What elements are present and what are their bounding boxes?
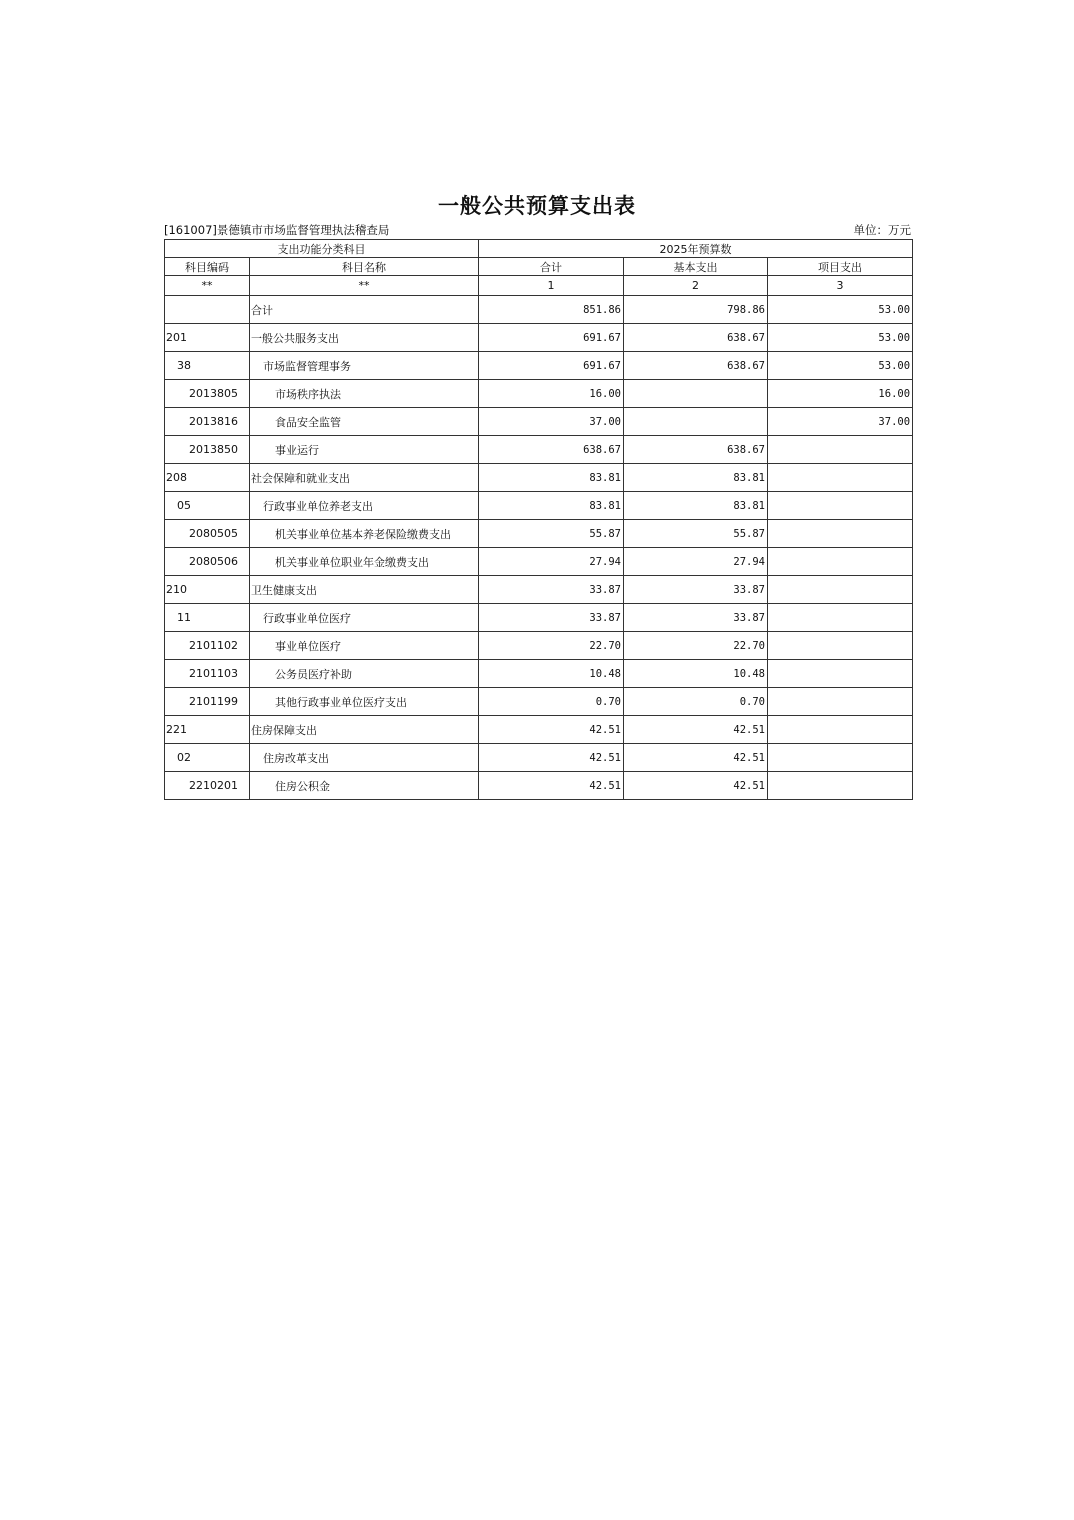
cell-name: 食品安全监管: [250, 408, 479, 436]
table-row: [165, 688, 913, 716]
cell-total: 638.67: [479, 436, 624, 464]
cell-name: 社会保障和就业支出: [250, 464, 479, 492]
cell-project: [768, 716, 913, 744]
index-name: **: [250, 276, 479, 296]
cell-name: 市场监督管理事务: [250, 352, 479, 380]
header-code: 科目编码: [165, 258, 250, 276]
cell-project: [768, 772, 913, 800]
cell-total: 16.00: [479, 380, 624, 408]
cell-project: 53.00: [768, 324, 913, 352]
cell-total: 42.51: [479, 772, 624, 800]
cell-code: 2013850: [165, 436, 250, 464]
cell-project: [768, 744, 913, 772]
table-row: [165, 660, 913, 688]
cell-basic: 42.51: [624, 744, 768, 772]
cell-name: 机关事业单位基本养老保险缴费支出: [250, 520, 479, 548]
cell-project: [768, 688, 913, 716]
cell-code: 2080505: [165, 520, 250, 548]
cell-code: 2013816: [165, 408, 250, 436]
cell-name: 机关事业单位职业年金缴费支出: [250, 548, 479, 576]
cell-code: 221: [165, 716, 250, 744]
unit-label: 单位：万元: [853, 223, 911, 237]
cell-total: 55.87: [479, 520, 624, 548]
cell-basic: 22.70: [624, 632, 768, 660]
table-row: [165, 296, 913, 324]
cell-basic: 83.81: [624, 464, 768, 492]
cell-code: 11: [165, 604, 250, 632]
cell-total: 851.86: [479, 296, 624, 324]
cell-project: [768, 632, 913, 660]
table-row: [165, 548, 913, 576]
header-row-group: [165, 240, 913, 258]
cell-basic: 638.67: [624, 352, 768, 380]
cell-basic: 638.67: [624, 324, 768, 352]
cell-project: 53.00: [768, 352, 913, 380]
cell-total: 22.70: [479, 632, 624, 660]
cell-name: 行政事业单位养老支出: [250, 492, 479, 520]
cell-code: 2210201: [165, 772, 250, 800]
cell-name: 卫生健康支出: [250, 576, 479, 604]
cell-code: 05: [165, 492, 250, 520]
cell-basic: 638.67: [624, 436, 768, 464]
cell-project: [768, 492, 913, 520]
cell-code: 02: [165, 744, 250, 772]
cell-basic: 33.87: [624, 604, 768, 632]
cell-code: 208: [165, 464, 250, 492]
cell-basic: 42.51: [624, 716, 768, 744]
table-row: [165, 352, 913, 380]
cell-basic: 33.87: [624, 576, 768, 604]
table-row: [165, 408, 913, 436]
cell-basic: 10.48: [624, 660, 768, 688]
cell-code: 2101199: [165, 688, 250, 716]
cell-total: 42.51: [479, 716, 624, 744]
cell-name: 住房改革支出: [250, 744, 479, 772]
cell-code: 2101103: [165, 660, 250, 688]
cell-name: 住房保障支出: [250, 716, 479, 744]
cell-name: 行政事业单位医疗: [250, 604, 479, 632]
cell-name: 市场秩序执法: [250, 380, 479, 408]
cell-total: 83.81: [479, 492, 624, 520]
table-row: [165, 604, 913, 632]
cell-name: 事业单位医疗: [250, 632, 479, 660]
cell-project: [768, 548, 913, 576]
cell-total: 0.70: [479, 688, 624, 716]
table-row: [165, 464, 913, 492]
cell-basic: 42.51: [624, 772, 768, 800]
cell-basic: [624, 380, 768, 408]
cell-code: 2013805: [165, 380, 250, 408]
index-code: **: [165, 276, 250, 296]
table-row: [165, 744, 913, 772]
unit-org: [161007]景德镇市市场监督管理执法稽查局: [164, 223, 390, 237]
cell-total: 27.94: [479, 548, 624, 576]
header-project: 项目支出: [768, 258, 913, 276]
cell-total: 42.51: [479, 744, 624, 772]
cell-name: 事业运行: [250, 436, 479, 464]
table-body: [165, 296, 913, 800]
index-total: 1: [479, 276, 624, 296]
cell-code: 210: [165, 576, 250, 604]
cell-project: [768, 520, 913, 548]
cell-basic: 0.70: [624, 688, 768, 716]
header-row-index: [165, 276, 913, 296]
cell-total: 10.48: [479, 660, 624, 688]
cell-basic: [624, 408, 768, 436]
cell-code: 2101102: [165, 632, 250, 660]
cell-project: 37.00: [768, 408, 913, 436]
cell-project: [768, 436, 913, 464]
header-row-columns: [165, 258, 913, 276]
cell-total: 37.00: [479, 408, 624, 436]
table-row: [165, 380, 913, 408]
cell-name: 公务员医疗补助: [250, 660, 479, 688]
cell-code: 2080506: [165, 548, 250, 576]
cell-project: [768, 604, 913, 632]
cell-code: [165, 296, 250, 324]
cell-basic: 83.81: [624, 492, 768, 520]
header-group-left: 支出功能分类科目: [165, 240, 479, 258]
index-basic: 2: [624, 276, 768, 296]
cell-project: 53.00: [768, 296, 913, 324]
table-row: [165, 324, 913, 352]
cell-name: 合计: [250, 296, 479, 324]
table-row: [165, 632, 913, 660]
page-title: 一般公共预算支出表: [438, 193, 636, 218]
header-basic: 基本支出: [624, 258, 768, 276]
cell-project: 16.00: [768, 380, 913, 408]
header-name: 科目名称: [250, 258, 479, 276]
cell-project: [768, 576, 913, 604]
cell-basic: 27.94: [624, 548, 768, 576]
cell-basic: 55.87: [624, 520, 768, 548]
table-row: [165, 520, 913, 548]
table-row: [165, 492, 913, 520]
index-project: 3: [768, 276, 913, 296]
cell-name: 一般公共服务支出: [250, 324, 479, 352]
cell-project: [768, 464, 913, 492]
table-row: [165, 576, 913, 604]
cell-total: 33.87: [479, 604, 624, 632]
cell-code: 38: [165, 352, 250, 380]
budget-table: [164, 239, 913, 800]
table-row: [165, 436, 913, 464]
cell-code: 201: [165, 324, 250, 352]
cell-total: 691.67: [479, 324, 624, 352]
table-row: [165, 716, 913, 744]
cell-name: 其他行政事业单位医疗支出: [250, 688, 479, 716]
cell-total: 691.67: [479, 352, 624, 380]
header-group-right: 2025年预算数: [479, 240, 913, 258]
table-row: [165, 772, 913, 800]
cell-total: 33.87: [479, 576, 624, 604]
header-total: 合计: [479, 258, 624, 276]
cell-basic: 798.86: [624, 296, 768, 324]
cell-name: 住房公积金: [250, 772, 479, 800]
cell-total: 83.81: [479, 464, 624, 492]
cell-project: [768, 660, 913, 688]
